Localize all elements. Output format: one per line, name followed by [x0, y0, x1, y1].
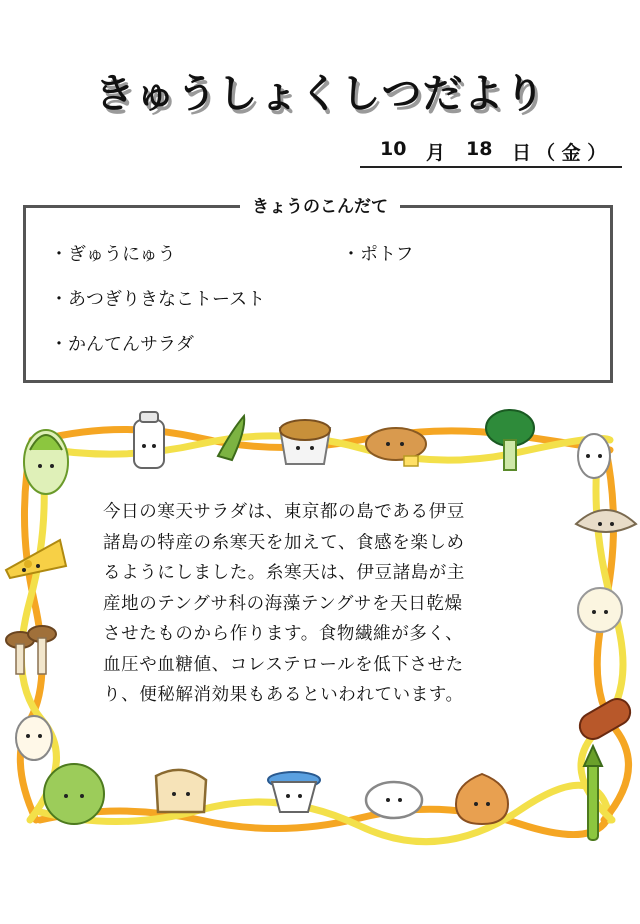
menu-heading: きょうのこんだて [240, 192, 400, 217]
natto-icon [280, 420, 330, 464]
date-day: 18 [466, 138, 493, 160]
milk-bottle-icon [134, 412, 164, 468]
chinese-cabbage-icon [24, 430, 68, 494]
article-line: 今日の寒天サラダは、東京都の島である伊豆 [103, 502, 465, 522]
article-line: させたものから作ります。食物繊維が多く、 [103, 624, 464, 644]
menu-item: ・ぎゅうにゅう [50, 244, 176, 265]
bread-roll-icon [366, 428, 426, 460]
article-line: り、便秘解消効果もあるといわれています。 [103, 685, 464, 705]
menu-item: ・ポトフ [342, 244, 414, 265]
egg-character-icon [16, 716, 52, 760]
clam-icon [576, 510, 636, 532]
cabbage-icon [44, 764, 104, 824]
date-month: 10 [380, 138, 407, 160]
cheese-icon [6, 540, 66, 578]
article-line: 血圧や血糖値、コレステロールを低下させた [103, 654, 464, 675]
date-day-label: 日 [512, 142, 532, 164]
cauliflower-icon [578, 588, 622, 632]
article-line: 諸島の特産の糸寒天を加えて、食感を楽しめ [103, 532, 465, 553]
spinach-icon [486, 410, 534, 470]
egg-icon [578, 434, 610, 478]
date-weekday: （ 金 ） [536, 142, 607, 164]
article-line: 産地のテングサ科の海藻テングサを天日乾燥 [103, 593, 463, 614]
date [360, 138, 622, 166]
menu-item: ・かんてんサラダ [50, 334, 194, 355]
onion-icon [456, 774, 508, 824]
toast-icon [156, 770, 206, 812]
menu-item: ・あつぎりきなこトースト [50, 289, 266, 310]
page-title: きゅうしょくしつだより [94, 71, 546, 117]
butter-icon [404, 456, 418, 466]
date-underline [360, 166, 622, 168]
date-month-label: 月 [426, 142, 446, 164]
article-line: るようにしました。糸寒天は、伊豆諸島が主 [103, 563, 465, 583]
rice-bowl-icon [366, 782, 422, 818]
article-text [103, 497, 533, 711]
mushroom-icon [6, 626, 56, 674]
